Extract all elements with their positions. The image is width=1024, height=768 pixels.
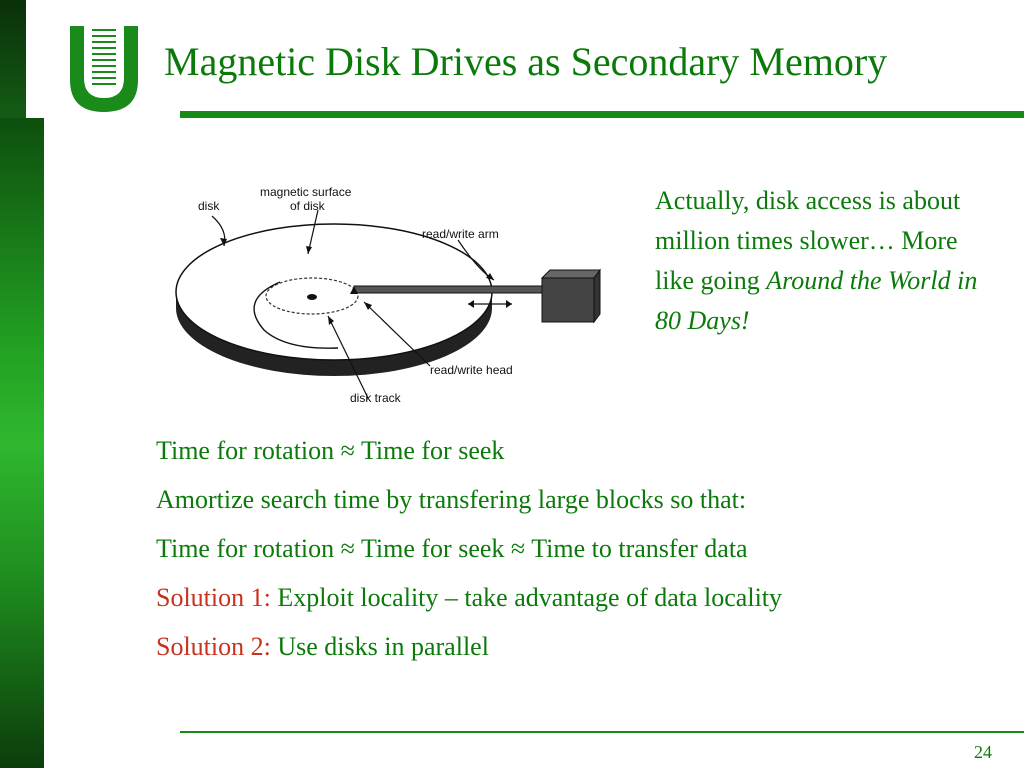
bullet-text: Amortize search time by transfering large blocks so that: xyxy=(156,485,747,514)
aside-note xyxy=(655,181,995,341)
slide-title: Magnetic Disk Drives as Secondary Memory xyxy=(164,39,888,84)
solution-label: Solution 1: xyxy=(156,583,271,612)
solution-label: Solution 2: xyxy=(156,632,271,661)
actuator-box xyxy=(542,278,594,322)
bullet-text: Time for rotation ≈ Time for seek xyxy=(156,436,505,465)
university-logo xyxy=(62,18,146,118)
label-magnetic-surface-2: of disk xyxy=(290,199,325,213)
bullet-text: Use disks in parallel xyxy=(277,632,489,661)
label-read-write-arm: read/write arm xyxy=(422,227,499,241)
corner-decoration xyxy=(0,0,26,118)
bullet-item xyxy=(156,632,782,661)
label-magnetic-surface-1: magnetic surface xyxy=(260,185,352,199)
spindle xyxy=(307,294,317,300)
disk-drive-diagram xyxy=(168,170,608,415)
aside-italic-text: Around the World in 80 Days! xyxy=(655,266,978,335)
read-write-arm xyxy=(354,286,544,293)
bullet-item xyxy=(156,485,782,514)
bullet-list xyxy=(156,436,782,681)
bullet-item xyxy=(156,583,782,612)
label-disk-track: disk track xyxy=(350,391,401,405)
aside-plain-text: Actually, disk access is about million times slower… More like going xyxy=(655,186,961,295)
title-divider xyxy=(180,111,1024,118)
footer-divider xyxy=(180,731,1024,733)
bullet-item xyxy=(156,534,782,563)
label-read-write-head: read/write head xyxy=(430,363,513,377)
page-number: 24 xyxy=(974,742,992,762)
left-decorative-bar xyxy=(0,118,44,768)
label-disk: disk xyxy=(198,199,220,213)
bullet-text: Exploit locality – take advantage of data locality xyxy=(277,583,783,612)
bullet-text: Time for rotation ≈ Time for seek ≈ Time to transfer data xyxy=(156,534,748,563)
bullet-item xyxy=(156,436,782,465)
